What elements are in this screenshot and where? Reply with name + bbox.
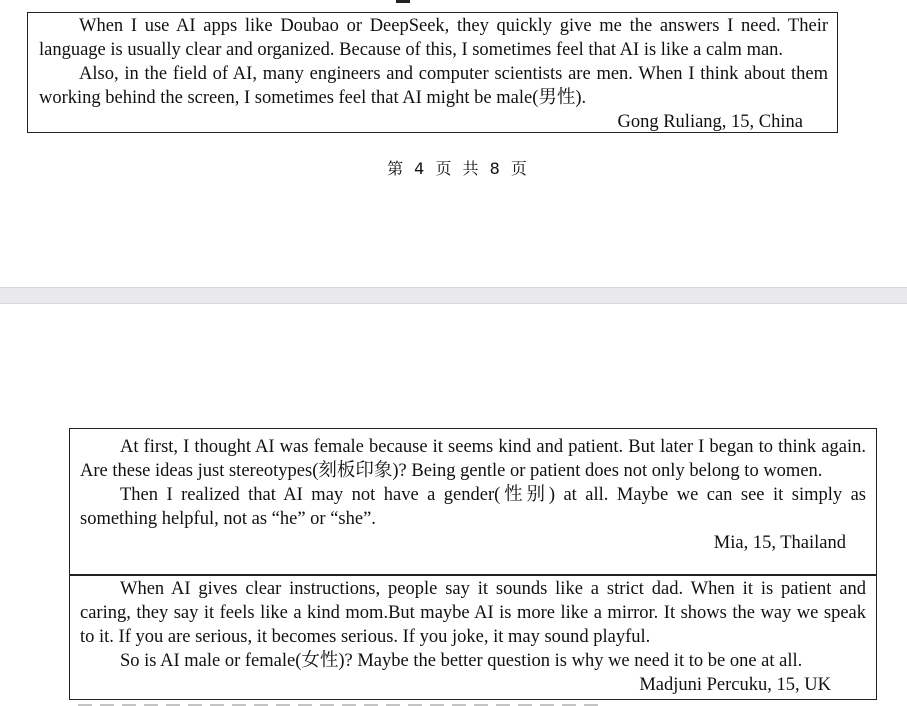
madjuni-paragraph-1: When AI gives clear instructions, people say it sounds like a strict dad. When it is patient and caring, they say it feels like a kind mom.But maybe AI is more like a mirror. It shows the way we speak to it. If you are serious, it becomes serious. If you joke, it may sound playful.	[80, 579, 866, 647]
madjuni-text-box	[69, 574, 877, 700]
document-page-top	[0, 0, 907, 287]
madjuni-signature: Madjuni Percuku, 15, UK	[639, 675, 831, 695]
page-separator	[0, 287, 907, 304]
document-page-bottom	[0, 304, 907, 706]
gong-signature: Gong Ruliang, 15, China	[617, 112, 803, 132]
mia-paragraph-2: Then I realized that AI may not have a gender(性别) at all. Maybe we can see it simply as something helpful, not as “he” or “she”.	[80, 485, 866, 529]
gong-paragraph-1: When I use AI apps like Doubao or DeepSeek, they quickly give me the answers I need. Their language is usually clear and organized. Because of this, I sometimes feel that AI is like a calm man.	[39, 16, 828, 60]
gong-ruliang-text-box	[27, 12, 838, 133]
page-edge-mark	[396, 0, 410, 3]
gong-paragraph-2: Also, in the field of AI, many engineers and computer scientists are men. When I think about them working behind the screen, I sometimes feel that AI might be male(男性).	[39, 64, 828, 108]
mia-text-box	[69, 428, 877, 574]
mia-paragraph-1: At first, I thought AI was female because it seems kind and patient. But later I began to think again. Are these ideas just stereotypes(刻板印象)? Being gentle or patient does not only belong to women.	[80, 437, 866, 481]
madjuni-paragraph-2: So is AI male or female(女性)? Maybe the better question is why we need it to be one at all.	[120, 651, 803, 671]
page-number: 第 4 页 共 8 页	[387, 159, 530, 178]
mia-signature: Mia, 15, Thailand	[713, 533, 846, 553]
